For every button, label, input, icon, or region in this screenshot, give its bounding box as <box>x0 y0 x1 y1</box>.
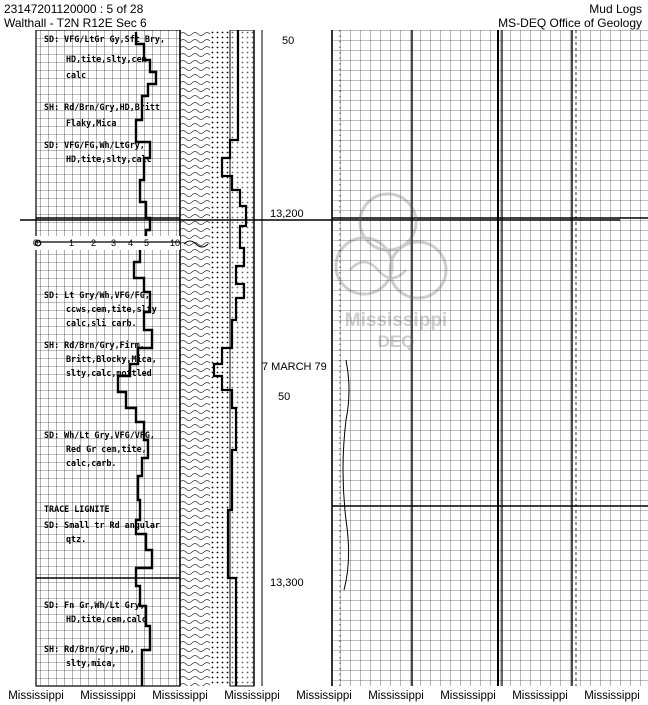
watermark-title: Mississippi <box>344 310 448 331</box>
footer-label: Mississippi <box>296 690 352 702</box>
description-line: HD,tite,slty,calc <box>66 154 152 164</box>
footer-label: Mississippi <box>8 690 64 702</box>
depth-label: 13,200 <box>270 208 304 220</box>
office-name: MS-DEQ Office of Geology <box>498 16 642 30</box>
description-line: Flaky,Mica <box>66 118 117 128</box>
scale-label: 3 <box>111 238 117 248</box>
depth-label: 13,300 <box>270 577 304 589</box>
footer-label: Mississippi <box>584 690 640 702</box>
scale-label: 2 <box>91 238 97 248</box>
date-note: 7 MARCH 79 <box>262 361 327 373</box>
description-line: SH: Rd/Brn/Gry,Firm, <box>44 340 145 350</box>
scale-label: 10 <box>170 238 181 248</box>
depth-label: 50 <box>282 35 295 47</box>
description-line: calc,carb. <box>66 458 117 468</box>
scale-label: 4 <box>128 238 134 248</box>
description-line: SD: Wh/Lt Gry,VFG/VFG, <box>44 430 155 440</box>
description-line: ccws,cem,tite,slty <box>66 304 157 314</box>
right-grid-track <box>332 30 648 686</box>
watermark-subtitle: DEQ <box>377 332 415 351</box>
description-line: SD: Fn Gr,Wh/Lt Gry, <box>44 600 145 610</box>
document-category: Mud Logs <box>589 2 642 16</box>
description-line: TRACE LIGNITE <box>44 504 110 514</box>
well-location: Walthall - T2N R12E Sec 6 <box>4 16 147 30</box>
description-line: calc <box>66 70 87 80</box>
description-line: HD,tite,cem,calc <box>66 614 147 624</box>
footer-label: Mississippi <box>440 690 496 702</box>
description-line: slty,calc,mottled <box>66 368 152 378</box>
footer-label: Mississippi <box>80 690 136 702</box>
description-line: SD: Small tr Rd angular <box>44 520 160 530</box>
description-line: SD: Lt Gry/Wh,VFG/FG, <box>44 290 150 300</box>
description-line: Red Gr cem,tite, <box>66 444 147 454</box>
mud-log-scan <box>0 30 648 688</box>
footer-label: Mississippi <box>512 690 568 702</box>
description-line: SD: VFG/LtGr Gy,Sft Bry, <box>44 34 166 44</box>
footer-label: Mississippi <box>152 690 208 702</box>
description-line: Britt,Blocky,Mica, <box>66 354 157 364</box>
description-line: slty,mica, <box>66 658 117 668</box>
footer-label: Mississippi <box>368 690 424 702</box>
description-line: calc,sli carb. <box>66 318 137 328</box>
footer-watermark-strip <box>0 688 648 705</box>
depth-label: 50 <box>278 391 291 403</box>
description-line: qtz. <box>66 534 87 544</box>
depth-labels <box>262 35 327 589</box>
footer-label: Mississippi <box>224 690 280 702</box>
description-line: SH: Rd/Brn/Gry,HD, <box>44 644 135 654</box>
scale-row <box>0 236 208 250</box>
scale-label: 5 <box>144 238 150 248</box>
description-line: SD: VFG/FG,Wh/LtGry, <box>44 140 145 150</box>
scale-label: 1 <box>69 238 75 248</box>
description-line: SH: Rd/Brn/Gry,HD,Britt <box>44 102 160 112</box>
document-id: 23147201120000 : 5 of 28 <box>4 2 144 16</box>
scale-label: 0 <box>33 238 39 248</box>
description-line: HD,tite,slty,cem <box>66 54 147 64</box>
